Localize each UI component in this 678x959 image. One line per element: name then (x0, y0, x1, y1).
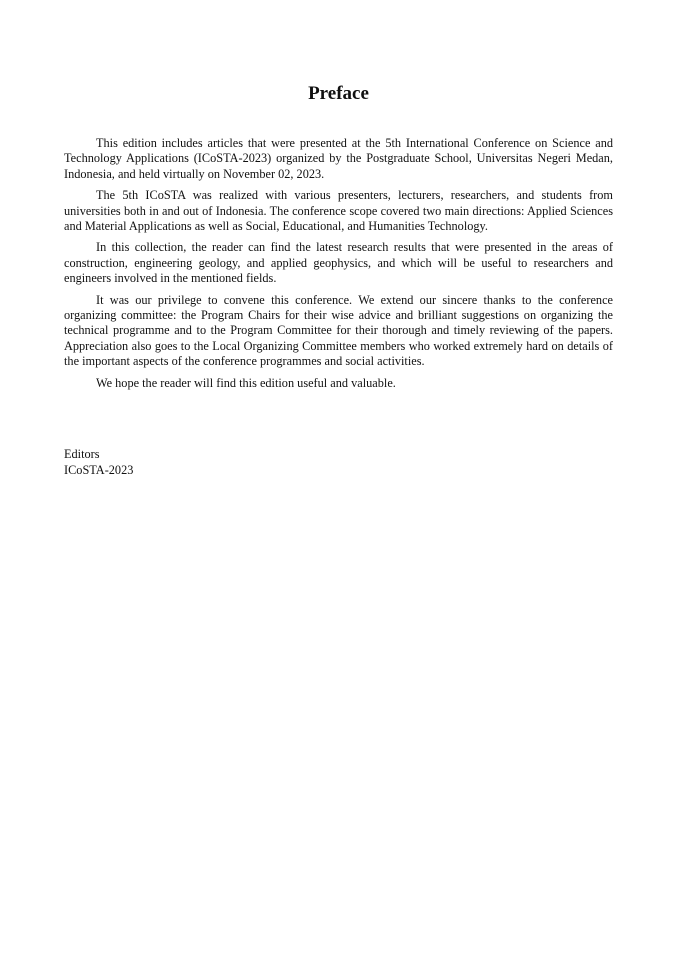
paragraph-2: The 5th ICoSTA was realized with various presenters, lecturers, researchers, and students from universities both in and out of Indonesia. The conference scope covered two main directions: Applied Sciences and Material Applications as well as Social, Educational, and Humanities Technology. (64, 188, 613, 234)
preface-body (64, 136, 613, 397)
paragraph-4: It was our privilege to convene this conference. We extend our sincere thanks to the conference organizing committee: the Program Chairs for their wise advice and brilliant suggestions on organizing the technical programme and to the Program Committee for their thorough and timely reviewing of the papers. Appreciation also goes to the Local Organizing Committee members who worked extremely hard on details of the important aspects of the conference programmes and social activities. (64, 292, 613, 369)
paragraph-3: In this collection, the reader can find the latest research results that were presented in the areas of construction, engineering geology, and applied geophysics, and which will be useful to researchers and engineers involved in the mentioned fields. (64, 240, 613, 286)
paragraph-1: This edition includes articles that were presented at the 5th International Conference on Science and Technology Applications (ICoSTA-2023) organized by the Postgraduate School, Universitas Negeri Medan, Indonesia, and held virtually on November 02, 2023. (64, 136, 613, 181)
signature-event: ICoSTA-2023 (64, 463, 134, 477)
page-title: Preface (308, 83, 369, 104)
paragraph-5: We hope the reader will find this edition useful and valuable. (96, 375, 396, 390)
signature-block (64, 446, 133, 478)
signature-role: Editors (64, 447, 100, 461)
